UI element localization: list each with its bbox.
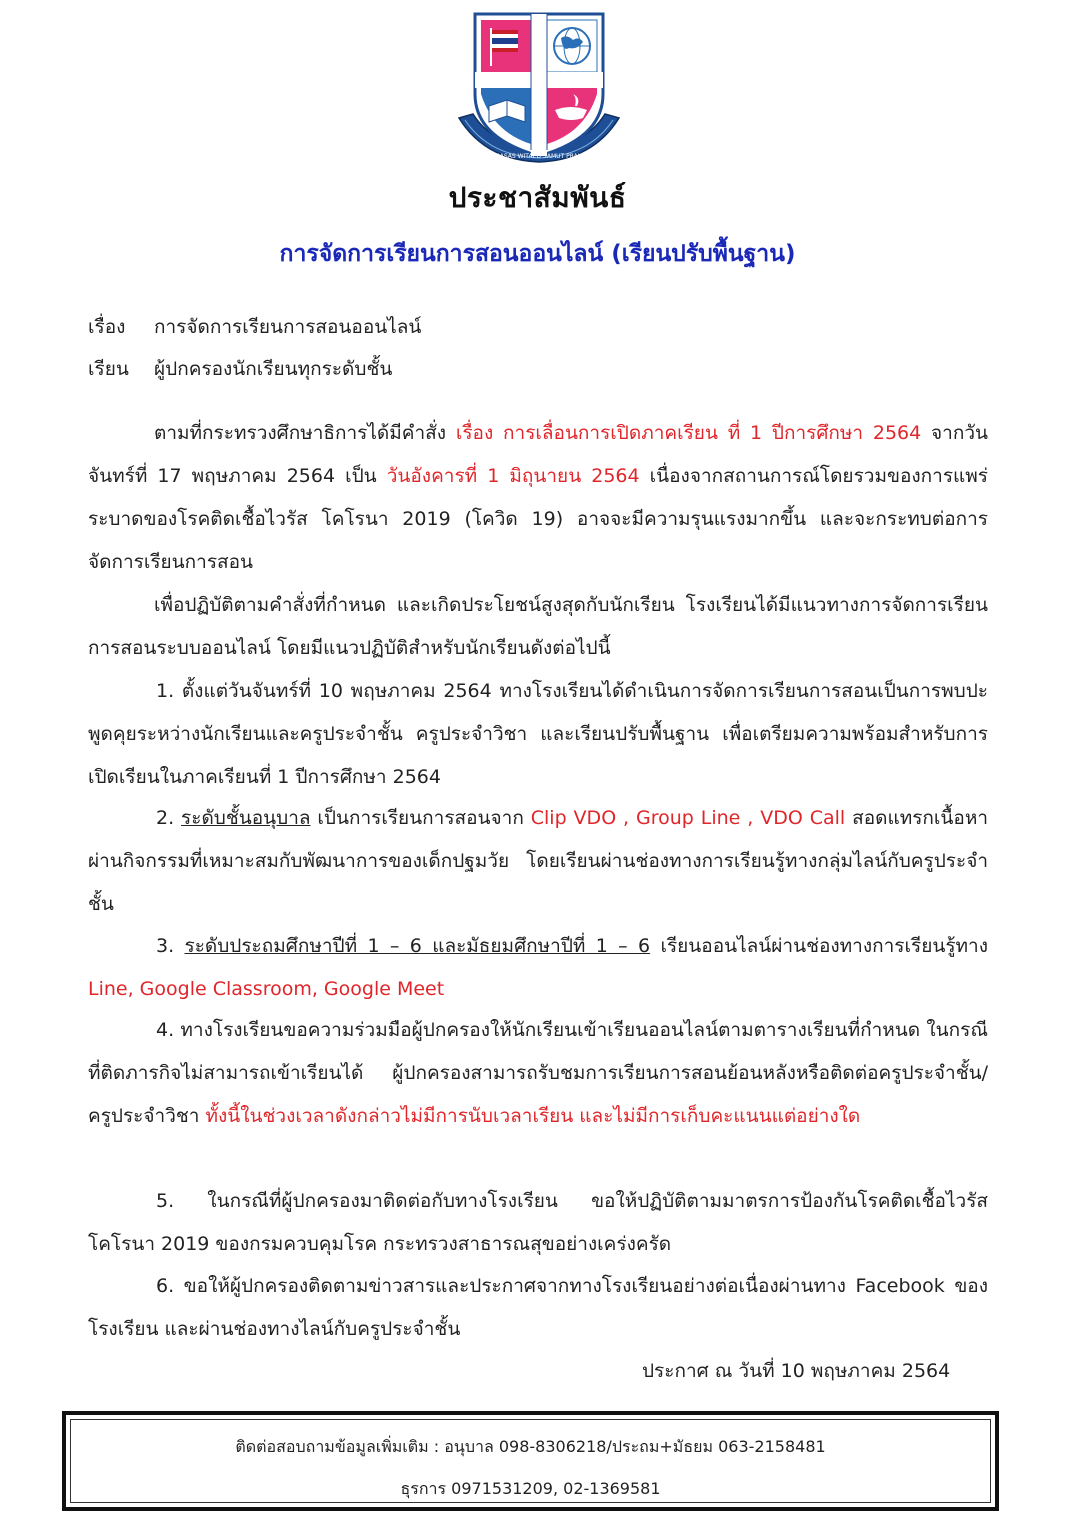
item4-highlight: ทั้งนี้ในช่วงเวลาดังกล่าวไม่มีการนับเวลาเรียน และไม่มีการเก็บคะแนนแต่อย่างใด [205, 1105, 861, 1127]
list-item-1 [88, 670, 988, 799]
p1-highlight-2: วันอังคารที่ 1 มิถุนายน 2564 [386, 465, 640, 487]
p2-text: เพื่อปฏิบัติตามคำสั่งที่กำหนด และเกิดประโยชน์สูงสุดกับนักเรียน โรงเรียนได้มีแนวทางการจัดการเรียนการสอนระบบออนไลน์ โดยมีแนวปฏิบัติสำหรับนักเรียนดังต่อไปนี้ [88, 594, 988, 659]
item4-text: 4. ทางโรงเรียนขอความร่วมมือผู้ปกครองให้นักเรียนเข้าเรียนออนไลน์ตามตารางเรียนที่กำหนด ในกรณีที่ติดภารกิจไม่สามารถเข้าเรียนได้ ผู้ปกครองสามารถรับชมการเรียนการสอนย้อนหลังหรือติดต่อครูประจำชั้น/ครูประจำวิชา [88, 1019, 988, 1127]
p1-highlight-1: เรื่อง การเลื่อนการเปิดภาคเรียน ที่ 1 ปีการศึกษา 2564 [455, 422, 922, 444]
p1-text-a: ตามที่กระทรวงศึกษาธิการได้มีคำสั่ง [154, 422, 456, 444]
contact-box [62, 1411, 999, 1511]
p1-text-c: เนื่องจากสถานการณ์โดยรวมของการแพร่ระบาดของโรคติดเชื้อไวรัส โคโรนา 2019 (โควิด 19) อาจจะมีความรุนแรงมากขึ้น และจะกระทบต่อการจัดการเรียนการสอน [88, 465, 988, 573]
item6-text: 6. ขอให้ผู้ปกครองติดตามข่าวสารและประกาศจากทางโรงเรียนอย่างต่อเนื่องผ่านทาง Facebook ของโรงเรียน และผ่านช่องทางไลน์กับครูประจำชั้น [88, 1275, 988, 1340]
memo-recipient [88, 354, 392, 384]
item3-channels: Line, Google Classroom, Google Meet [88, 978, 445, 1000]
list-item-4 [88, 1009, 988, 1138]
item3-number: 3. [156, 935, 185, 957]
paragraph-2 [88, 584, 988, 670]
item2-text-a: เป็นการเรียนการสอนจาก [310, 807, 531, 829]
list-item-5 [88, 1180, 988, 1266]
item1-text: 1. ตั้งแต่วันจันทร์ที่ 10 พฤษภาคม 2564 ทางโรงเรียนได้ดำเนินการจัดการเรียนการสอนเป็นการพบปะพูดคุยระหว่างนักเรียนและครูประจำชั้น ครูประจำวิชา และเรียนปรับพื้นฐาน เพื่อเตรียมความพร้อมสำหรับการเปิดเรียนในภาคเรียนที่ 1 ปีการศึกษา 2564 [88, 680, 988, 788]
announcement-date: ประกาศ ณ วันที่ 10 พฤษภาคม 2564 [642, 1360, 951, 1382]
school-crest-logo [455, 10, 623, 168]
item3-level: ระดับประถมศึกษาปีที่ 1 – 6 และมัธยมศึกษาปีที่ 1 – 6 [184, 935, 651, 957]
logo-motto: SARASAS WITAED SAMUT PRAKAN [487, 153, 591, 160]
item5-text: 5. ในกรณีที่ผู้ปกครองมาติดต่อกับทางโรงเรียน ขอให้ปฏิบัติตามมาตรการป้องกันโรคติดเชื้อไวรัส โคโรนา 2019 ของกรมควบคุมโรค กระทรวงสาธารณสุขอย่างเคร่งครัด [88, 1190, 988, 1255]
subject-label: เรื่อง [88, 316, 126, 338]
p1-text-b: จากวันจันทร์ที่ 17 พฤษภาคม 2564 เป็น [88, 422, 988, 487]
contact-phones: ติดต่อสอบถามข้อมูลเพิ่มเติม : อนุบาล 098-8306218/ประถม+มัธยม 063-2158481 [235, 1437, 826, 1456]
recipient-text: ผู้ปกครองนักเรียนทุกระดับชั้น [154, 358, 393, 380]
list-item-6 [88, 1265, 988, 1351]
page-subtitle: การจัดการเรียนการสอนออนไลน์ (เรียนปรับพื้นฐาน) [279, 241, 796, 267]
recipient-label: เรียน [88, 358, 129, 380]
item2-channels: Clip VDO , Group Line , VDO Call [530, 807, 846, 829]
item2-number: 2. [156, 807, 182, 829]
paragraph-1 [88, 412, 988, 584]
list-item-2 [88, 797, 988, 926]
item3-text-a: เรียนออนไลน์ผ่านช่องทางการเรียนรู้ทาง [650, 935, 989, 957]
page-title: ประชาสัมพันธ์ [448, 181, 627, 214]
contact-admin: ธุรการ 0971531209, 02-1369581 [400, 1479, 661, 1498]
item2-level: ระดับชั้นอนุบาล [181, 807, 311, 829]
memo-subject [88, 312, 421, 342]
subject-text: การจัดการเรียนการสอนออนไลน์ [154, 316, 422, 338]
item2-text-b: สอดแทรกเนื้อหาผ่านกิจกรรมที่เหมาะสมกับพัฒนาการของเด็กปฐมวัย โดยเรียนผ่านช่องทางการเรียนรู้ทางกลุ่มไลน์กับครูประจำชั้น [88, 807, 989, 915]
list-item-3 [88, 925, 988, 1011]
